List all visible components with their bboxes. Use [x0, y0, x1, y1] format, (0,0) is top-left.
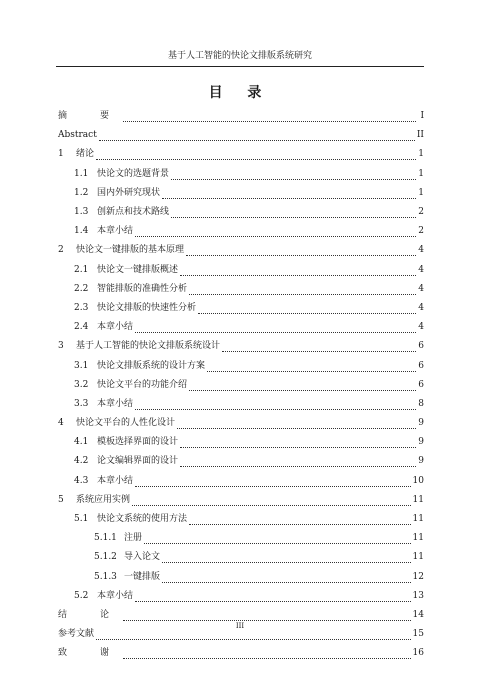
toc-entry-page: 16	[412, 648, 424, 659]
toc-entry-title: 绪论	[76, 149, 95, 160]
toc-entry-title: 快论文一键排版概述	[97, 264, 179, 275]
dot-leader	[162, 574, 411, 583]
toc-entry[interactable]	[58, 548, 424, 567]
toc-entry[interactable]	[58, 126, 424, 145]
toc-entry[interactable]	[58, 452, 424, 471]
dot-leader	[135, 593, 411, 602]
toc-entry-number: 5.1.1	[94, 533, 117, 544]
toc-entry-number: 5	[58, 494, 64, 505]
toc-entry-title: 创新点和技术路线	[97, 207, 170, 218]
toc-entry-page: 1	[418, 149, 424, 160]
toc-entry[interactable]	[58, 433, 424, 452]
dot-leader	[99, 132, 415, 141]
toc-entry[interactable]	[58, 222, 424, 241]
dot-leader	[180, 458, 416, 467]
toc-entry-title: 系统应用实例	[76, 494, 131, 505]
toc-entry[interactable]	[58, 510, 424, 529]
toc-entry-title: 模板选择界面的设计	[97, 437, 179, 448]
toc-entry[interactable]	[58, 107, 424, 126]
toc-entry[interactable]	[58, 241, 424, 260]
page-title: 目 录	[208, 85, 272, 101]
toc-entry-title: 本章小结	[97, 398, 134, 409]
toc-entry-page: 8	[418, 398, 424, 409]
toc-entry-title: 本章小结	[97, 322, 134, 333]
toc-entry[interactable]	[58, 644, 424, 663]
dot-leader	[222, 343, 416, 352]
toc-entry-title: 摘 要	[58, 111, 122, 122]
dot-leader	[162, 190, 416, 199]
dot-leader	[177, 420, 416, 429]
toc-entry-title: 致 谢	[58, 648, 122, 659]
toc-entry-page: 15	[412, 629, 424, 640]
toc-entry-title: 快论文系统的使用方法	[97, 514, 188, 525]
dot-leader	[123, 113, 416, 122]
toc-entry-number: 1	[58, 149, 64, 160]
toc-entry-title: 本章小结	[97, 475, 134, 486]
toc-entry-number: 5.1	[74, 514, 89, 525]
dot-leader	[189, 382, 416, 391]
toc-entry-page: 4	[418, 302, 424, 313]
toc-entry[interactable]	[58, 472, 424, 491]
toc-entry-page: 6	[418, 341, 424, 352]
toc-entry-page: 11	[412, 533, 424, 544]
toc-entry[interactable]	[58, 299, 424, 318]
toc-entry[interactable]	[58, 376, 424, 395]
toc-entry-title: Abstract	[58, 130, 97, 141]
toc-entry-number: 3.3	[74, 398, 89, 409]
toc-entry-page: 11	[412, 514, 424, 525]
dot-leader	[135, 478, 411, 487]
toc-entry-number: 2.3	[74, 302, 89, 313]
dot-leader	[186, 247, 416, 256]
toc-entry-title: 论文编辑界面的设计	[97, 456, 179, 467]
running-header: 基于人工智能的快论文排版系统研究	[167, 51, 312, 61]
toc-entry-page: 9	[418, 418, 424, 429]
toc-entry[interactable]	[58, 587, 424, 606]
toc-entry[interactable]	[58, 318, 424, 337]
toc-entry-title: 参考文献	[58, 629, 95, 640]
toc-entry-title: 本章小结	[97, 226, 134, 237]
dot-leader	[207, 363, 416, 372]
toc-entry-page: 10	[412, 475, 424, 486]
toc-entry[interactable]	[58, 529, 424, 548]
toc-entry-page: 4	[418, 283, 424, 294]
toc-entry-number: 2.4	[74, 322, 89, 333]
toc-entry-title: 快论文排版系统的设计方案	[97, 360, 206, 371]
toc-entry-title: 快论文一键排版的基本原理	[76, 245, 185, 256]
toc-entry-number: 1.2	[74, 187, 89, 198]
toc-entry-number: 5.2	[74, 590, 89, 601]
toc-entry[interactable]	[58, 203, 424, 222]
toc-entry[interactable]	[58, 395, 424, 414]
toc-entry-title: 注册	[124, 533, 143, 544]
toc-entry-page: 4	[418, 264, 424, 275]
toc-entry-number: 3	[58, 341, 64, 352]
dot-leader	[96, 151, 416, 160]
dot-leader	[180, 267, 416, 276]
toc-entry[interactable]	[58, 145, 424, 164]
toc-entry[interactable]	[58, 568, 424, 587]
dot-leader	[132, 497, 411, 506]
dot-leader	[162, 554, 411, 563]
table-of-contents	[58, 107, 424, 663]
toc-entry-number: 5.1.3	[94, 571, 117, 582]
toc-entry-number: 2.2	[74, 283, 89, 294]
toc-entry[interactable]	[58, 414, 424, 433]
toc-entry-page: 1	[418, 187, 424, 198]
toc-entry-title: 导入论文	[124, 552, 161, 563]
toc-entry-number: 3.2	[74, 379, 89, 390]
dot-leader	[144, 535, 411, 544]
toc-entry-title: 基于人工智能的快论文排版系统设计	[76, 341, 221, 352]
toc-entry-number: 4	[58, 418, 64, 429]
toc-entry-page: 13	[412, 590, 424, 601]
toc-entry-page: 2	[418, 226, 424, 237]
toc-entry-page: 9	[418, 456, 424, 467]
header-divider	[56, 66, 424, 67]
toc-entry[interactable]	[58, 280, 424, 299]
toc-entry-page: 4	[418, 245, 424, 256]
toc-entry[interactable]	[58, 184, 424, 203]
toc-entry-title: 国内外研究现状	[97, 187, 161, 198]
toc-entry-title: 快论文平台的功能介绍	[97, 379, 188, 390]
dot-leader	[135, 401, 416, 410]
toc-entry-page: 11	[412, 494, 424, 505]
toc-entry-number: 4.1	[74, 437, 89, 448]
toc-entry-page: II	[416, 130, 424, 141]
toc-entry-title: 快论文的选题背景	[97, 168, 170, 179]
dot-leader	[171, 209, 416, 218]
dot-leader	[180, 439, 416, 448]
toc-entry-number: 4.3	[74, 475, 89, 486]
toc-entry-page: 6	[418, 379, 424, 390]
toc-entry-number: 5.1.2	[94, 552, 117, 563]
toc-entry-number: 2.1	[74, 264, 89, 275]
toc-entry-page: 14	[412, 609, 424, 620]
toc-entry-number: 2	[58, 245, 64, 256]
toc-entry-page: 1	[418, 168, 424, 179]
dot-leader	[189, 286, 416, 295]
toc-entry-page: 9	[418, 437, 424, 448]
toc-entry-title: 智能排版的准确性分析	[97, 283, 188, 294]
dot-leader	[189, 516, 411, 525]
dot-leader	[123, 612, 411, 621]
dot-leader	[198, 305, 416, 314]
toc-entry-page: 2	[418, 207, 424, 218]
toc-entry-number: 4.2	[74, 456, 89, 467]
toc-entry-title: 一键排版	[124, 571, 161, 582]
toc-entry-page: 12	[412, 571, 424, 582]
toc-entry-title: 快论文平台的人性化设计	[76, 418, 176, 429]
toc-entry-number: 1.3	[74, 207, 89, 218]
toc-entry[interactable]	[58, 337, 424, 356]
dot-leader	[135, 324, 416, 333]
toc-entry-title: 结 论	[58, 609, 122, 620]
toc-entry[interactable]	[58, 491, 424, 510]
page-number: III	[235, 622, 245, 630]
toc-entry-page: 11	[412, 552, 424, 563]
toc-entry-page: 6	[418, 360, 424, 371]
dot-leader	[96, 631, 411, 640]
toc-entry-number: 3.1	[74, 360, 89, 371]
toc-entry-number: 1.1	[74, 168, 89, 179]
dot-leader	[171, 171, 416, 180]
toc-entry[interactable]	[58, 356, 424, 375]
dot-leader	[123, 650, 411, 659]
toc-entry-page: 4	[418, 322, 424, 333]
toc-entry-title: 本章小结	[97, 590, 134, 601]
toc-entry-number: 1.4	[74, 226, 89, 237]
toc-entry-page: I	[420, 111, 424, 122]
toc-entry[interactable]	[58, 261, 424, 280]
toc-entry[interactable]	[58, 165, 424, 184]
toc-entry-title: 快论文排版的快速性分析	[97, 302, 197, 313]
dot-leader	[135, 228, 416, 237]
